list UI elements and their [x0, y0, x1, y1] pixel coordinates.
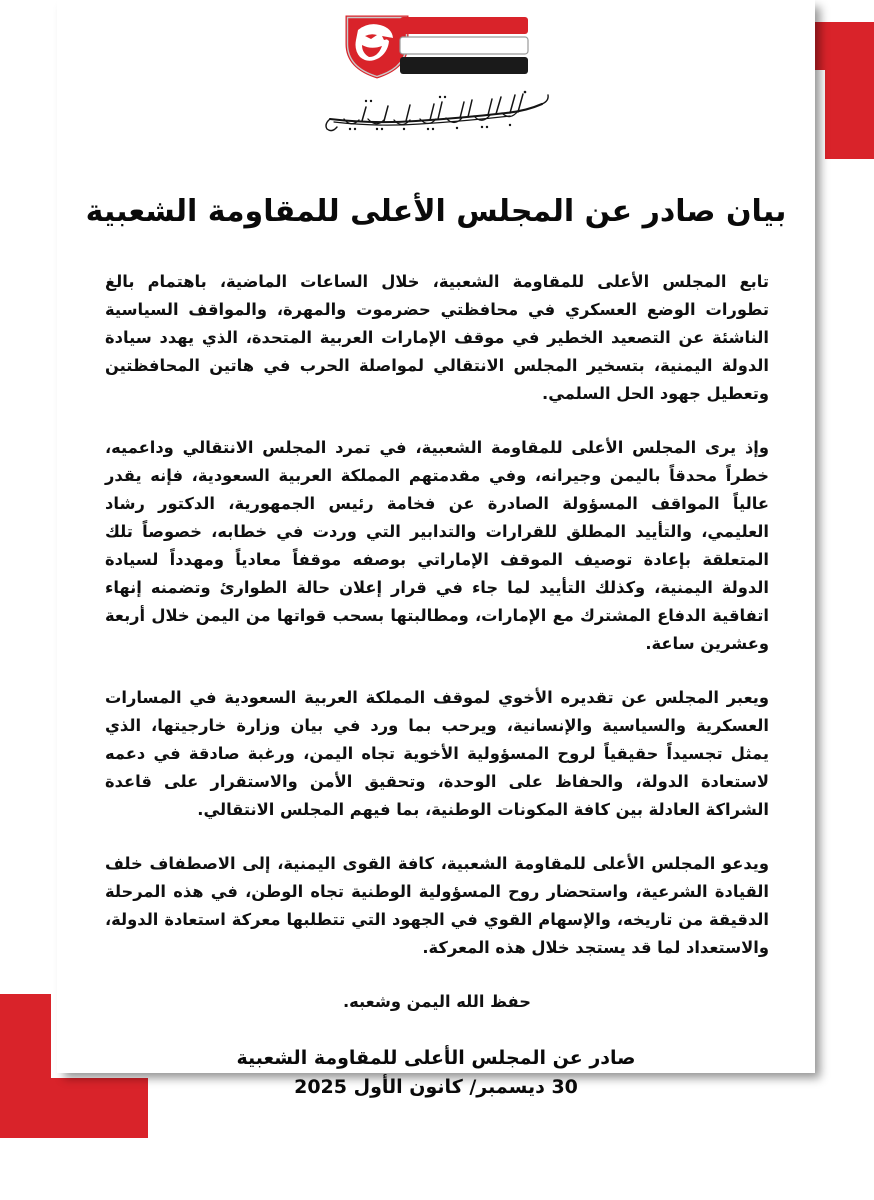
decorative-red-block-bottom-left-leg: [0, 994, 51, 1138]
statement-paper-card: [57, 0, 815, 1099]
wordmark-calligraphy-icon: [320, 88, 552, 134]
statement-paragraph-2: وإذ يرى المجلس الأعلى للمقاومة الشعبية، في تمرد المجلس الانتقالي وداعميه، خطراً محدقاً باليمن وجيرانه، وفي مقدمتهم المملكة العربية السعودية، فإنه يقدر عالياً المواقف المسؤولة الصادرة عن فخامة رئيس الجمهورية، الدكتور رشاد العليمي، والتأييد المطلق للقرارات والتدابير التي وردت في خطابه، خصوصاً تلك المتعلقة بإعادة توصيف الموقف الإماراتي بوصفه موقفاً معادياً ومهدداً لسيادة الدولة اليمنية، وكذلك التأييد لما جاء في قرار إعلان حالة الطوارئ وتضمنه إنهاء اتفاقية الدفاع المشترك مع الإمارات، ومطالبتها بسحب قواتها من اليمن خلال أربعة وعشرين ساعة.: [105, 437, 769, 653]
statement-closing-line: حفظ الله اليمن وشعبه.: [342, 991, 532, 1011]
signature-block: [81, 1044, 791, 1103]
page-title: بيان صادر عن المجلس الأعلى للمقاومة الشعبية: [85, 194, 787, 229]
masthead: [81, 0, 791, 134]
statement-paragraph-4: ويدعو المجلس الأعلى للمقاومة الشعبية، كافة القوى اليمنية، إلى الاصطفاف خلف القيادة الشرعية، واستحضار روح المسؤولية الوطنية تجاه الوطن، في هذه المرحلة الدقيقة من تاريخه، والإسهام القوي في الجهود التي تتطلبها معركة استعادة الدولة، والاستعداد لما قد يستجد خلال هذه المعركة.: [105, 853, 769, 957]
signature-issuer: صادر عن المجلس الأعلى للمقاومة الشعبية: [236, 1046, 636, 1069]
statement-paragraph-3: ويعبر المجلس عن تقديره الأخوي لموقف المملكة العربية السعودية في المسارات العسكرية والسياسية والإنسانية، ويرحب بما ورد في بيان وزارة خارجيتها، الذي يمثل تجسيداً حقيقياً لروح المسؤولية الأخوية تجاه اليمن، ورغبة صادقة في دعمه لاستعادة الدولة، والحفاظ على الوحدة، وتحقيق الأمن والاستقرار على قاعدة الشراكة العادلة بين كافة المكونات الوطنية، بما فيهم المجلس الانتقالي.: [105, 687, 769, 819]
logo-row: [81, 8, 791, 86]
signature-date: 30 ديسمبر/ كانون الأول 2025: [294, 1076, 578, 1099]
statement-paragraph-1: تابع المجلس الأعلى للمقاومة الشعبية، خلال الساعات الماضية، باهتمام بالغ تطورات الوضع العسكري في محافظتي حضرموت والمهرة، والمواقف السياسية الناشئة عن التصعيد الخطير في موقف الإمارات العربية المتحدة، الذي يهدد سيادة الدولة اليمنية، بتسخير المجلس الانتقالي لمواصلة الحرب في هاتين المحافظتين وتعطيل جهود الحل السلمي.: [105, 271, 769, 403]
statement-body: [81, 268, 791, 1016]
council-emblem-icon: [338, 10, 534, 84]
wordmark-calligraphy: [81, 88, 791, 134]
decorative-red-block-top-right-leg: [825, 22, 874, 159]
